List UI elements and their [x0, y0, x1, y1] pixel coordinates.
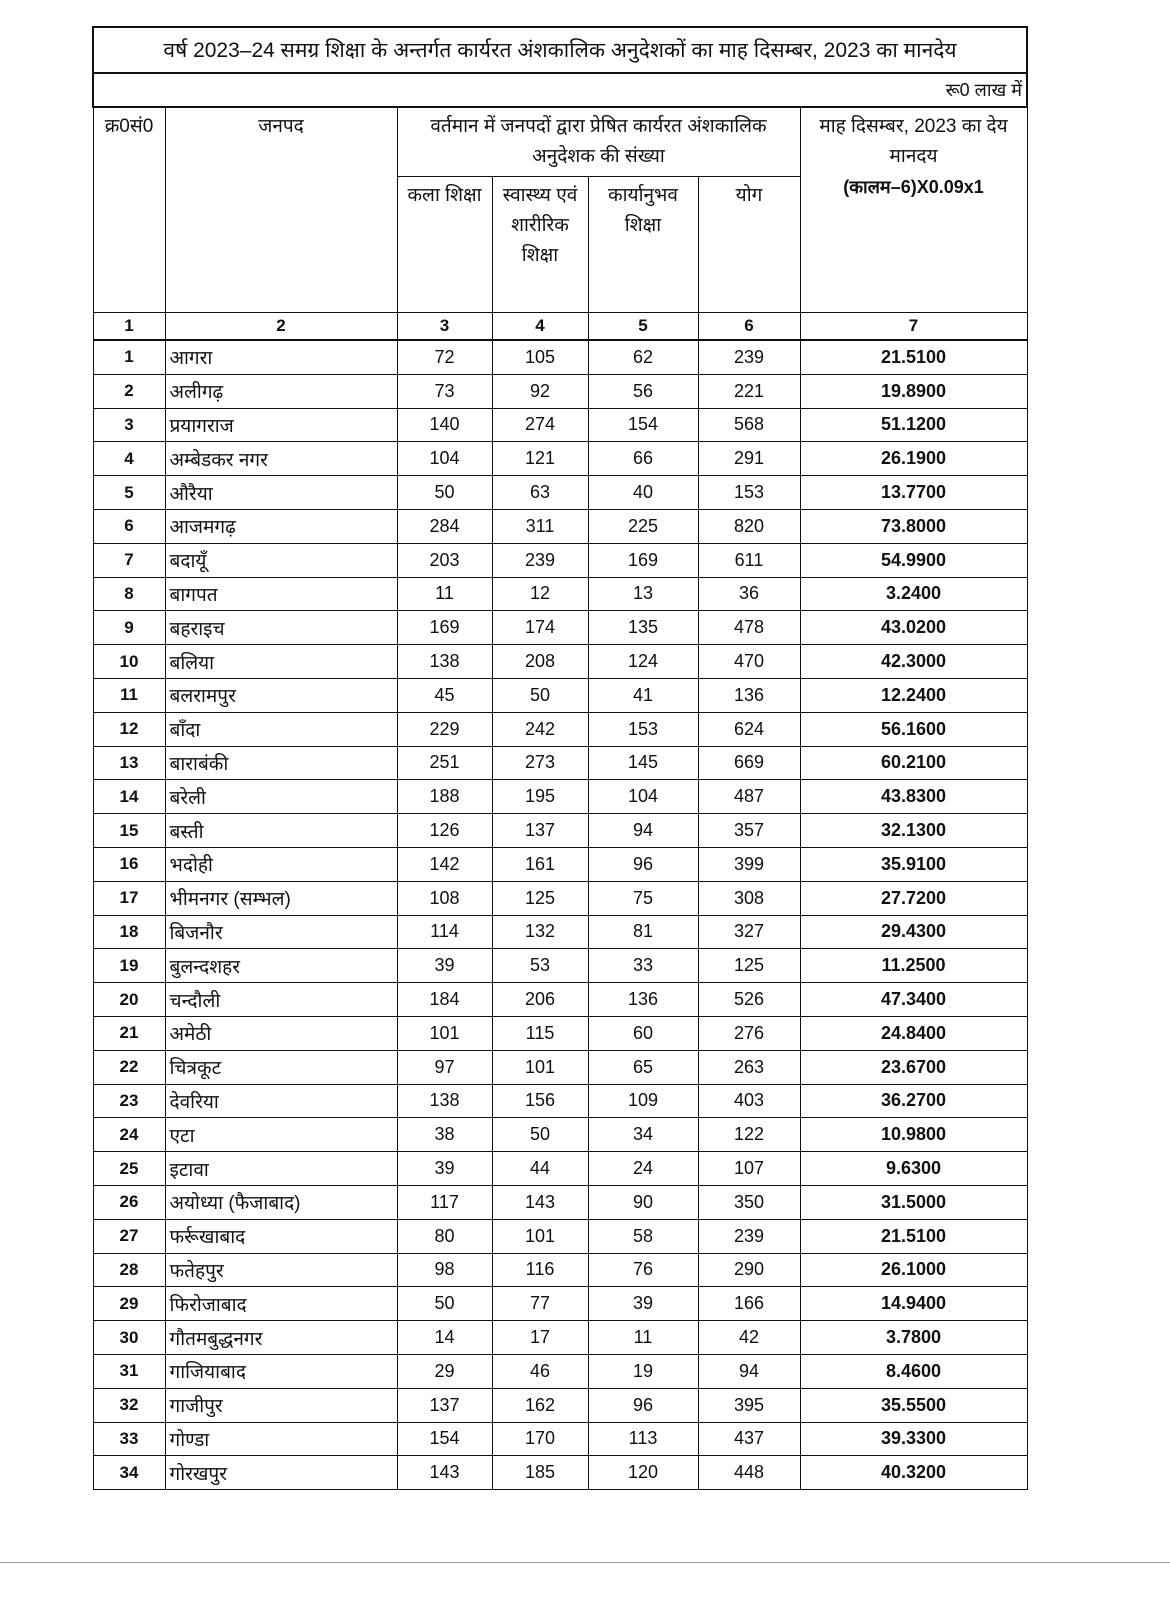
- health-cell: 174: [492, 611, 588, 645]
- district-cell: बाराबंकी: [165, 746, 397, 780]
- health-cell: 132: [492, 915, 588, 949]
- total-cell: 448: [698, 1456, 800, 1490]
- honorarium-cell: 51.1200: [800, 408, 1027, 442]
- work-experience-cell: 135: [588, 611, 698, 645]
- total-cell: 327: [698, 915, 800, 949]
- work-experience-cell: 81: [588, 915, 698, 949]
- serial-no-cell: 7: [93, 543, 165, 577]
- honorarium-cell: 39.3300: [800, 1422, 1027, 1456]
- art-cell: 114: [397, 915, 492, 949]
- work-experience-cell: 19: [588, 1354, 698, 1388]
- health-cell: 206: [492, 983, 588, 1017]
- health-cell: 208: [492, 645, 588, 679]
- health-cell: 125: [492, 881, 588, 915]
- art-cell: 188: [397, 780, 492, 814]
- health-cell: 63: [492, 476, 588, 510]
- art-cell: 117: [397, 1185, 492, 1219]
- honorarium-cell: 27.7200: [800, 881, 1027, 915]
- table-row: [93, 1016, 1027, 1050]
- total-cell: 122: [698, 1118, 800, 1152]
- honorarium-cell: 3.2400: [800, 577, 1027, 611]
- header-work-experience: कार्यानुभव शिक्षा: [588, 177, 698, 313]
- art-cell: 284: [397, 509, 492, 543]
- work-experience-cell: 96: [588, 847, 698, 881]
- health-cell: 242: [492, 712, 588, 746]
- district-cell: गोरखपुर: [165, 1456, 397, 1490]
- work-experience-cell: 113: [588, 1422, 698, 1456]
- work-experience-cell: 66: [588, 442, 698, 476]
- total-cell: 221: [698, 374, 800, 408]
- work-experience-cell: 11: [588, 1321, 698, 1355]
- art-cell: 39: [397, 1152, 492, 1186]
- district-cell: प्रयागराज: [165, 408, 397, 442]
- table-row: [93, 1185, 1027, 1219]
- table-row: [93, 611, 1027, 645]
- district-cell: भदोही: [165, 847, 397, 881]
- table-body: [93, 340, 1027, 1490]
- district-cell: बस्ती: [165, 814, 397, 848]
- table-row: [93, 1422, 1027, 1456]
- serial-no-cell: 3: [93, 408, 165, 442]
- work-experience-cell: 56: [588, 374, 698, 408]
- header-health: स्वास्थ्य एवं शारीरिक शिक्षा: [492, 177, 588, 313]
- art-cell: 229: [397, 712, 492, 746]
- total-cell: 125: [698, 949, 800, 983]
- district-cell: अयोध्या (फैजाबाद): [165, 1185, 397, 1219]
- district-cell: एटा: [165, 1118, 397, 1152]
- serial-no-cell: 9: [93, 611, 165, 645]
- district-cell: आजमगढ़: [165, 509, 397, 543]
- total-cell: 42: [698, 1321, 800, 1355]
- header-instructor-count: वर्तमान में जनपदों द्वारा प्रेषित कार्यरत अंशकालिक अनुदेशक की संख्या: [397, 107, 800, 177]
- serial-no-cell: 13: [93, 746, 165, 780]
- art-cell: 143: [397, 1456, 492, 1490]
- column-number: 7: [800, 313, 1027, 341]
- art-cell: 138: [397, 645, 492, 679]
- work-experience-cell: 124: [588, 645, 698, 679]
- art-cell: 251: [397, 746, 492, 780]
- honorarium-cell: 21.5100: [800, 340, 1027, 374]
- total-cell: 403: [698, 1084, 800, 1118]
- header-serial-no: क्र0सं0: [93, 107, 165, 313]
- serial-no-cell: 15: [93, 814, 165, 848]
- honorarium-document: [92, 26, 1026, 1490]
- health-cell: 195: [492, 780, 588, 814]
- health-cell: 92: [492, 374, 588, 408]
- total-cell: 239: [698, 340, 800, 374]
- honorarium-cell: 14.9400: [800, 1287, 1027, 1321]
- work-experience-cell: 34: [588, 1118, 698, 1152]
- honorarium-cell: 54.9900: [800, 543, 1027, 577]
- honorarium-cell: 23.6700: [800, 1050, 1027, 1084]
- honorarium-cell: 12.2400: [800, 678, 1027, 712]
- serial-no-cell: 4: [93, 442, 165, 476]
- work-experience-cell: 109: [588, 1084, 698, 1118]
- total-cell: 308: [698, 881, 800, 915]
- health-cell: 161: [492, 847, 588, 881]
- header-honorarium-label: माह दिसम्बर, 2023 का देय मानदय: [819, 116, 1008, 167]
- health-cell: 170: [492, 1422, 588, 1456]
- serial-no-cell: 6: [93, 509, 165, 543]
- work-experience-cell: 154: [588, 408, 698, 442]
- table-row: [93, 1456, 1027, 1490]
- total-cell: 153: [698, 476, 800, 510]
- health-cell: 53: [492, 949, 588, 983]
- health-cell: 156: [492, 1084, 588, 1118]
- honorarium-cell: 42.3000: [800, 645, 1027, 679]
- column-number: 6: [698, 313, 800, 341]
- district-cell: देवरिया: [165, 1084, 397, 1118]
- art-cell: 138: [397, 1084, 492, 1118]
- honorarium-cell: 21.5100: [800, 1219, 1027, 1253]
- health-cell: 105: [492, 340, 588, 374]
- work-experience-cell: 120: [588, 1456, 698, 1490]
- district-cell: गोण्डा: [165, 1422, 397, 1456]
- work-experience-cell: 169: [588, 543, 698, 577]
- total-cell: 166: [698, 1287, 800, 1321]
- header-formula: (कालम–6)X0.09x1: [843, 177, 984, 197]
- district-cell: अमेठी: [165, 1016, 397, 1050]
- work-experience-cell: 24: [588, 1152, 698, 1186]
- table-row: [93, 1118, 1027, 1152]
- table-row: [93, 1287, 1027, 1321]
- art-cell: 72: [397, 340, 492, 374]
- serial-no-cell: 21: [93, 1016, 165, 1050]
- work-experience-cell: 153: [588, 712, 698, 746]
- honorarium-cell: 19.8900: [800, 374, 1027, 408]
- serial-no-cell: 14: [93, 780, 165, 814]
- serial-no-cell: 5: [93, 476, 165, 510]
- work-experience-cell: 94: [588, 814, 698, 848]
- work-experience-cell: 39: [588, 1287, 698, 1321]
- art-cell: 108: [397, 881, 492, 915]
- health-cell: 239: [492, 543, 588, 577]
- table-row: [93, 1388, 1027, 1422]
- serial-no-cell: 17: [93, 881, 165, 915]
- serial-no-cell: 27: [93, 1219, 165, 1253]
- honorarium-cell: 3.7800: [800, 1321, 1027, 1355]
- column-number: 5: [588, 313, 698, 341]
- serial-no-cell: 25: [93, 1152, 165, 1186]
- district-cell: आगरा: [165, 340, 397, 374]
- serial-no-cell: 1: [93, 340, 165, 374]
- serial-no-cell: 20: [93, 983, 165, 1017]
- total-cell: 239: [698, 1219, 800, 1253]
- table-row: [93, 442, 1027, 476]
- district-cell: औरैया: [165, 476, 397, 510]
- table-row: [93, 408, 1027, 442]
- table-row: [93, 881, 1027, 915]
- art-cell: 73: [397, 374, 492, 408]
- honorarium-cell: 73.8000: [800, 509, 1027, 543]
- art-cell: 184: [397, 983, 492, 1017]
- honorarium-cell: 43.8300: [800, 780, 1027, 814]
- art-cell: 39: [397, 949, 492, 983]
- health-cell: 44: [492, 1152, 588, 1186]
- serial-no-cell: 8: [93, 577, 165, 611]
- art-cell: 126: [397, 814, 492, 848]
- honorarium-table: [92, 26, 1028, 1490]
- district-cell: बहराइच: [165, 611, 397, 645]
- district-cell: गाजीपुर: [165, 1388, 397, 1422]
- district-cell: बलरामपुर: [165, 678, 397, 712]
- honorarium-cell: 31.5000: [800, 1185, 1027, 1219]
- table-row: [93, 780, 1027, 814]
- health-cell: 101: [492, 1219, 588, 1253]
- work-experience-cell: 41: [588, 678, 698, 712]
- work-experience-cell: 13: [588, 577, 698, 611]
- honorarium-cell: 10.9800: [800, 1118, 1027, 1152]
- honorarium-cell: 11.2500: [800, 949, 1027, 983]
- health-cell: 274: [492, 408, 588, 442]
- art-cell: 203: [397, 543, 492, 577]
- unit-label: रू0 लाख में: [93, 73, 1027, 107]
- table-row: [93, 1084, 1027, 1118]
- total-cell: 290: [698, 1253, 800, 1287]
- table-row: [93, 577, 1027, 611]
- document-title: वर्ष 2023–24 समग्र शिक्षा के अन्तर्गत कार्यरत अंशकालिक अनुदेशकों का माह दिसम्बर, 2023 का मानदेय: [93, 27, 1027, 73]
- honorarium-cell: 40.3200: [800, 1456, 1027, 1490]
- table-row: [93, 645, 1027, 679]
- district-cell: इटावा: [165, 1152, 397, 1186]
- district-cell: गौतमबुद्धनगर: [165, 1321, 397, 1355]
- table-row: [93, 1253, 1027, 1287]
- art-cell: 98: [397, 1253, 492, 1287]
- column-number: 3: [397, 313, 492, 341]
- art-cell: 101: [397, 1016, 492, 1050]
- serial-no-cell: 26: [93, 1185, 165, 1219]
- serial-no-cell: 16: [93, 847, 165, 881]
- serial-no-cell: 2: [93, 374, 165, 408]
- work-experience-cell: 76: [588, 1253, 698, 1287]
- table-row: [93, 374, 1027, 408]
- table-row: [93, 712, 1027, 746]
- district-cell: बरेली: [165, 780, 397, 814]
- table-row: [93, 949, 1027, 983]
- total-cell: 470: [698, 645, 800, 679]
- table-row: [93, 1321, 1027, 1355]
- table-row: [93, 847, 1027, 881]
- health-cell: 137: [492, 814, 588, 848]
- art-cell: 142: [397, 847, 492, 881]
- honorarium-cell: 47.3400: [800, 983, 1027, 1017]
- art-cell: 38: [397, 1118, 492, 1152]
- district-cell: चन्दौली: [165, 983, 397, 1017]
- total-cell: 478: [698, 611, 800, 645]
- honorarium-cell: 32.1300: [800, 814, 1027, 848]
- honorarium-cell: 26.1000: [800, 1253, 1027, 1287]
- total-cell: 94: [698, 1354, 800, 1388]
- district-cell: अलीगढ़: [165, 374, 397, 408]
- art-cell: 50: [397, 476, 492, 510]
- health-cell: 121: [492, 442, 588, 476]
- total-cell: 276: [698, 1016, 800, 1050]
- table-row: [93, 746, 1027, 780]
- honorarium-cell: 35.5500: [800, 1388, 1027, 1422]
- table-row: [93, 983, 1027, 1017]
- health-cell: 162: [492, 1388, 588, 1422]
- total-cell: 291: [698, 442, 800, 476]
- header-art: कला शिक्षा: [397, 177, 492, 313]
- art-cell: 140: [397, 408, 492, 442]
- total-cell: 624: [698, 712, 800, 746]
- table-row: [93, 915, 1027, 949]
- page-edge-line: [0, 1562, 1170, 1563]
- serial-no-cell: 33: [93, 1422, 165, 1456]
- district-cell: फिरोजाबाद: [165, 1287, 397, 1321]
- total-cell: 350: [698, 1185, 800, 1219]
- work-experience-cell: 104: [588, 780, 698, 814]
- total-cell: 136: [698, 678, 800, 712]
- work-experience-cell: 62: [588, 340, 698, 374]
- total-cell: 611: [698, 543, 800, 577]
- serial-no-cell: 23: [93, 1084, 165, 1118]
- honorarium-cell: 8.4600: [800, 1354, 1027, 1388]
- work-experience-cell: 58: [588, 1219, 698, 1253]
- total-cell: 263: [698, 1050, 800, 1084]
- health-cell: 273: [492, 746, 588, 780]
- serial-no-cell: 22: [93, 1050, 165, 1084]
- district-cell: भीमनगर (सम्भल): [165, 881, 397, 915]
- honorarium-cell: 35.9100: [800, 847, 1027, 881]
- total-cell: 820: [698, 509, 800, 543]
- table-row: [93, 1219, 1027, 1253]
- total-cell: 526: [698, 983, 800, 1017]
- total-cell: 399: [698, 847, 800, 881]
- column-number-row: [93, 313, 1027, 341]
- district-cell: बदायूँ: [165, 543, 397, 577]
- table-row: [93, 476, 1027, 510]
- art-cell: 14: [397, 1321, 492, 1355]
- art-cell: 169: [397, 611, 492, 645]
- work-experience-cell: 145: [588, 746, 698, 780]
- district-cell: फतेहपुर: [165, 1253, 397, 1287]
- district-cell: गाजियाबाद: [165, 1354, 397, 1388]
- column-number: 4: [492, 313, 588, 341]
- health-cell: 311: [492, 509, 588, 543]
- work-experience-cell: 96: [588, 1388, 698, 1422]
- column-number: 2: [165, 313, 397, 341]
- health-cell: 46: [492, 1354, 588, 1388]
- serial-no-cell: 10: [93, 645, 165, 679]
- honorarium-cell: 9.6300: [800, 1152, 1027, 1186]
- art-cell: 29: [397, 1354, 492, 1388]
- health-cell: 77: [492, 1287, 588, 1321]
- health-cell: 50: [492, 1118, 588, 1152]
- health-cell: 143: [492, 1185, 588, 1219]
- serial-no-cell: 18: [93, 915, 165, 949]
- district-cell: बलिया: [165, 645, 397, 679]
- serial-no-cell: 31: [93, 1354, 165, 1388]
- total-cell: 568: [698, 408, 800, 442]
- health-cell: 50: [492, 678, 588, 712]
- total-cell: 357: [698, 814, 800, 848]
- honorarium-cell: 29.4300: [800, 915, 1027, 949]
- serial-no-cell: 12: [93, 712, 165, 746]
- total-cell: 395: [698, 1388, 800, 1422]
- district-cell: बाँदा: [165, 712, 397, 746]
- header-honorarium: [800, 107, 1027, 313]
- health-cell: 12: [492, 577, 588, 611]
- table-row: [93, 1152, 1027, 1186]
- table-row: [93, 678, 1027, 712]
- serial-no-cell: 32: [93, 1388, 165, 1422]
- table-row: [93, 1354, 1027, 1388]
- health-cell: 116: [492, 1253, 588, 1287]
- total-cell: 36: [698, 577, 800, 611]
- art-cell: 137: [397, 1388, 492, 1422]
- work-experience-cell: 33: [588, 949, 698, 983]
- district-cell: अम्बेडकर नगर: [165, 442, 397, 476]
- table-row: [93, 509, 1027, 543]
- honorarium-cell: 13.7700: [800, 476, 1027, 510]
- district-cell: बुलन्दशहर: [165, 949, 397, 983]
- honorarium-cell: 36.2700: [800, 1084, 1027, 1118]
- art-cell: 104: [397, 442, 492, 476]
- total-cell: 487: [698, 780, 800, 814]
- district-cell: फर्रूखाबाद: [165, 1219, 397, 1253]
- art-cell: 11: [397, 577, 492, 611]
- work-experience-cell: 225: [588, 509, 698, 543]
- total-cell: 437: [698, 1422, 800, 1456]
- header-district: जनपद: [165, 107, 397, 313]
- table-row: [93, 814, 1027, 848]
- district-cell: बागपत: [165, 577, 397, 611]
- table-row: [93, 1050, 1027, 1084]
- work-experience-cell: 65: [588, 1050, 698, 1084]
- health-cell: 101: [492, 1050, 588, 1084]
- table-row: [93, 543, 1027, 577]
- honorarium-cell: 43.0200: [800, 611, 1027, 645]
- work-experience-cell: 75: [588, 881, 698, 915]
- honorarium-cell: 56.1600: [800, 712, 1027, 746]
- honorarium-cell: 60.2100: [800, 746, 1027, 780]
- district-cell: चित्रकूट: [165, 1050, 397, 1084]
- art-cell: 97: [397, 1050, 492, 1084]
- serial-no-cell: 29: [93, 1287, 165, 1321]
- health-cell: 17: [492, 1321, 588, 1355]
- serial-no-cell: 28: [93, 1253, 165, 1287]
- column-number: 1: [93, 313, 165, 341]
- art-cell: 50: [397, 1287, 492, 1321]
- serial-no-cell: 30: [93, 1321, 165, 1355]
- art-cell: 154: [397, 1422, 492, 1456]
- work-experience-cell: 40: [588, 476, 698, 510]
- art-cell: 80: [397, 1219, 492, 1253]
- work-experience-cell: 60: [588, 1016, 698, 1050]
- district-cell: बिजनौर: [165, 915, 397, 949]
- header-total: योग: [698, 177, 800, 313]
- work-experience-cell: 136: [588, 983, 698, 1017]
- health-cell: 185: [492, 1456, 588, 1490]
- serial-no-cell: 19: [93, 949, 165, 983]
- total-cell: 669: [698, 746, 800, 780]
- work-experience-cell: 90: [588, 1185, 698, 1219]
- total-cell: 107: [698, 1152, 800, 1186]
- health-cell: 115: [492, 1016, 588, 1050]
- serial-no-cell: 11: [93, 678, 165, 712]
- serial-no-cell: 34: [93, 1456, 165, 1490]
- art-cell: 45: [397, 678, 492, 712]
- table-row: [93, 340, 1027, 374]
- honorarium-cell: 26.1900: [800, 442, 1027, 476]
- serial-no-cell: 24: [93, 1118, 165, 1152]
- honorarium-cell: 24.8400: [800, 1016, 1027, 1050]
